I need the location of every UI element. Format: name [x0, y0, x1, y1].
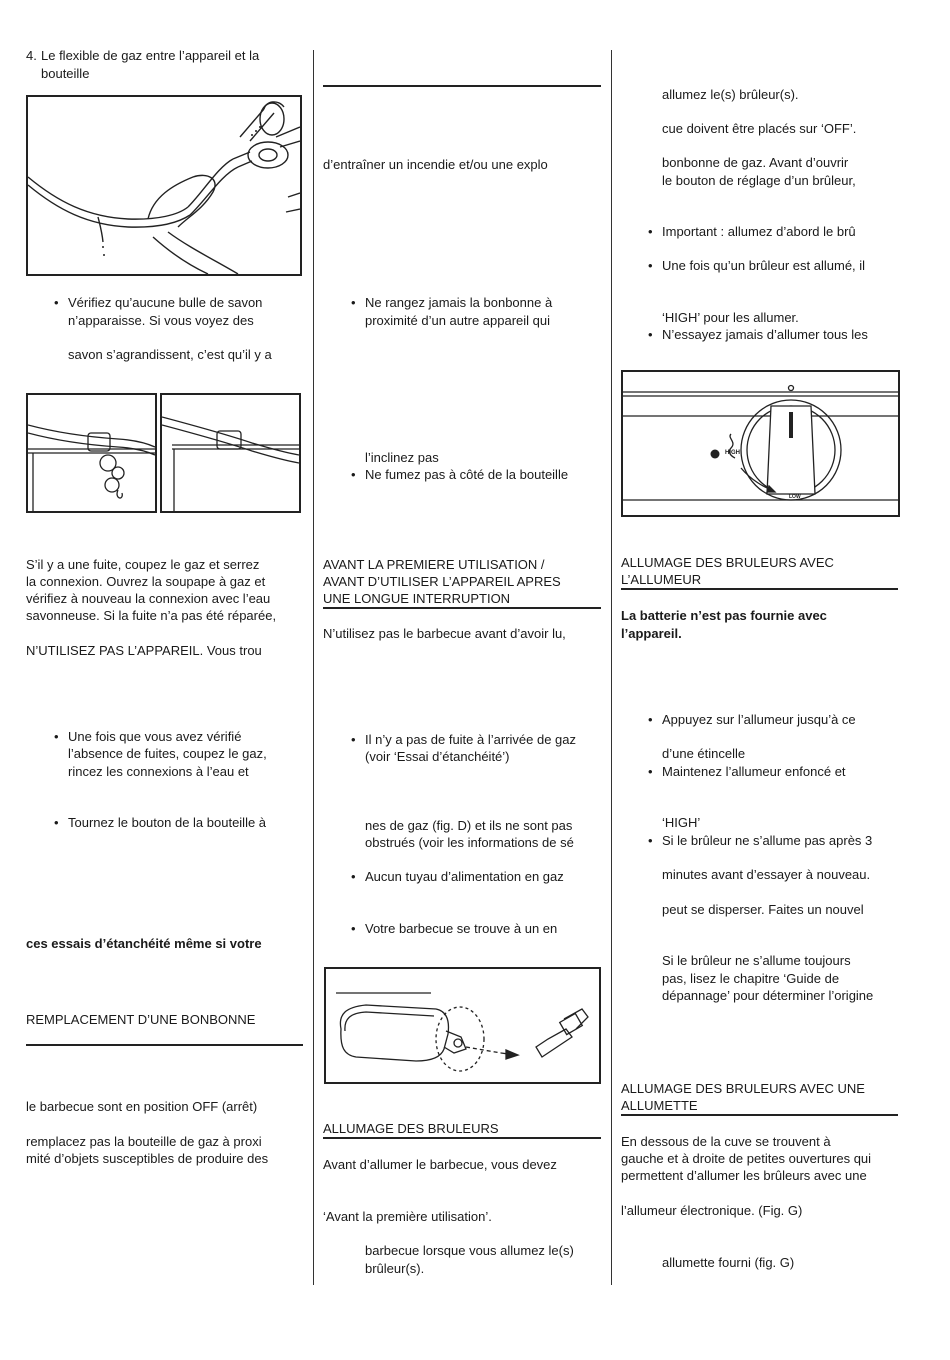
figure-control-knob — [621, 370, 900, 517]
paragraph-line: Avant d’allumer le barbecue, vous devez — [323, 1157, 557, 1172]
section-heading: ALLUMAGE DES BRULEURS AVEC UNE — [621, 1081, 865, 1096]
bullet-text: Aucun tuyau d’alimentation en gaz — [365, 869, 564, 884]
bullet-text: l’absence de fuites, coupez le gaz, — [68, 746, 267, 761]
bullet-text: nes de gaz (fig. D) et ils ne sont pas — [365, 818, 573, 833]
bold-notice: l’appareil. — [621, 626, 682, 641]
bullet-text: Tournez le bouton de la bouteille à — [68, 815, 267, 830]
paragraph-line: le bouton de réglage d’un brûleur, — [662, 173, 856, 188]
paragraph-line: l’allumeur électronique. (Fig. G) — [621, 1203, 803, 1218]
bullet-text: proximité d’un autre appareil qui — [365, 313, 550, 328]
paragraph-line: En dessous de la cuve se trouvent à — [621, 1134, 831, 1149]
bullet: • — [648, 833, 653, 848]
bullet: • — [351, 921, 356, 936]
knob-label-high: HIGH — [725, 450, 740, 456]
heading-rule — [26, 1044, 303, 1046]
section-heading: L’ALLUMEUR — [621, 572, 702, 587]
bullet: • — [351, 467, 356, 482]
list-number: 4. — [26, 48, 37, 63]
heading-rule — [323, 607, 601, 609]
bullet: • — [54, 815, 59, 830]
bullet-text: dépannage’ pour déterminer l’origine — [662, 988, 874, 1003]
control-knob-illustration — [623, 372, 898, 515]
bullet-text: Si le brûleur ne s’allume pas après 3 — [662, 833, 873, 848]
hose-spray-illustration — [28, 97, 300, 274]
paragraph-line: vérifiez à nouveau la connexion avec l’eau — [26, 591, 271, 606]
bullet-text: Appuyez sur l’allumeur jusqu’à ce — [662, 712, 856, 727]
paragraph-line: N’UTILISEZ PAS L’APPAREIL. Vous trou — [26, 643, 262, 658]
bold-notice: ces essais d’étanchéité même si votre — [26, 936, 262, 951]
item-text: Le flexible de gaz entre l’appareil et la — [41, 48, 260, 63]
section-heading: UNE LONGUE INTERRUPTION — [323, 591, 511, 606]
heading-rule — [323, 85, 601, 87]
paragraph-line: remplacez pas la bouteille de gaz à proxi — [26, 1134, 262, 1149]
bullet-text: Important : allumez d’abord le brû — [662, 224, 856, 239]
paragraph-line: N’utilisez pas le barbecue avant d’avoir lu, — [323, 626, 566, 641]
bullet-text: Vérifiez qu’aucune bulle de savon — [68, 295, 263, 310]
bullet: • — [351, 295, 356, 310]
bullet-text: Si le brûleur ne s’allume toujours — [662, 953, 851, 968]
bullet-text: Une fois que vous avez vérifié — [68, 729, 242, 744]
bullet-text: Ne rangez jamais la bonbonne à — [365, 295, 553, 310]
figure-bubble-check-left — [26, 393, 157, 513]
paragraph-line: cue doivent être placés sur ‘OFF’. — [662, 121, 857, 136]
paragraph-line: savonneuse. Si la fuite n’a pas été réparée, — [26, 608, 277, 623]
figure-bubble-check-right — [160, 393, 301, 513]
figure-hose-spray-test — [26, 95, 302, 276]
bullet-text: peut se disperser. Faites un nouvel — [662, 902, 864, 917]
bullet: • — [54, 295, 59, 310]
bullet-text: d’une étincelle — [662, 746, 746, 761]
paragraph-line: bonbonne de gaz. Avant d’ouvrir — [662, 155, 849, 170]
column-divider-right — [611, 50, 612, 1285]
bullet-text: N’essayez jamais d’allumer tous les — [662, 327, 868, 342]
bullet-text: savon s’agrandissent, c’est qu’il y a — [68, 347, 272, 362]
paragraph-line: permettent d’allumer les brûleurs avec une — [621, 1168, 867, 1183]
section-heading: ALLUMETTE — [621, 1098, 698, 1113]
paragraph-line: allumez le(s) brûleur(s). — [662, 87, 799, 102]
bullet-text: rincez les connexions à l’eau et — [68, 764, 249, 779]
item-text: bouteille — [41, 66, 90, 81]
section-heading: ALLUMAGE DES BRULEURS AVEC — [621, 555, 834, 570]
bullet-text: l’inclinez pas — [365, 450, 439, 465]
heading-rule — [621, 1114, 898, 1116]
bullet: • — [351, 732, 356, 747]
paragraph-line: barbecue lorsque vous allumez le(s) — [365, 1243, 574, 1258]
bullet-text: Une fois qu’un brûleur est allumé, il — [662, 258, 866, 273]
knob-label-low: LOW — [789, 494, 801, 500]
bubble-leak-illustration — [28, 395, 155, 511]
bullet-text: Maintenez l’allumeur enfoncé et — [662, 764, 846, 779]
section-heading: ALLUMAGE DES BRULEURS — [323, 1121, 499, 1136]
bullet-text: minutes avant d’essayer à nouveau. — [662, 867, 871, 882]
heading-rule — [323, 1137, 601, 1139]
bullet-text: pas, lisez le chapitre ‘Guide de — [662, 971, 840, 986]
bullet-text: Votre barbecue se trouve à un en — [365, 921, 558, 936]
paragraph-line: d’entraîner un incendie et/ou une explo — [323, 157, 548, 172]
column-divider-left — [313, 50, 314, 1285]
heading-rule — [621, 588, 898, 590]
paragraph-line: gauche et à droite de petites ouvertures qui — [621, 1151, 872, 1166]
bullet-text: obstrués (voir les informations de sé — [365, 835, 574, 850]
bullet-text: n’apparaisse. Si vous voyez des — [68, 313, 254, 328]
section-heading: AVANT LA PREMIERE UTILISATION / — [323, 557, 545, 572]
hose-connection-illustration — [162, 395, 299, 511]
paragraph-line: brûleur(s). — [365, 1261, 425, 1276]
bullet-text: ‘HIGH’ pour les allumer. — [662, 310, 799, 325]
figure-venturi-tube — [324, 967, 601, 1084]
venturi-tube-illustration — [326, 969, 599, 1082]
bullet-text: Il n’y a pas de fuite à l’arrivée de gaz — [365, 732, 577, 747]
paragraph-line: allumette fourni (fig. G) — [662, 1255, 795, 1270]
paragraph-line: le barbecue sont en position OFF (arrêt) — [26, 1099, 258, 1114]
bullet: • — [648, 224, 653, 239]
section-heading: REMPLACEMENT D’UNE BONBONNE — [26, 1012, 256, 1027]
bullet-text: ‘HIGH’ — [662, 815, 701, 830]
bullet: • — [648, 258, 653, 273]
paragraph-line: S’il y a une fuite, coupez le gaz et serrez — [26, 557, 260, 572]
bullet: • — [54, 729, 59, 744]
bold-notice: La batterie n’est pas fournie avec — [621, 608, 827, 623]
section-heading: AVANT D’UTILISER L’APPAREIL APRES — [323, 574, 561, 589]
bullet: • — [648, 764, 653, 779]
paragraph-line: mité d’objets susceptibles de produire des — [26, 1151, 269, 1166]
bullet-text: (voir ‘Essai d’étanchéité’) — [365, 749, 510, 764]
bullet: • — [648, 327, 653, 342]
paragraph-line: ‘Avant la première utilisation’. — [323, 1209, 492, 1224]
bullet: • — [648, 712, 653, 727]
paragraph-line: la connexion. Ouvrez la soupape à gaz et — [26, 574, 266, 589]
bullet-text: Ne fumez pas à côté de la bouteille — [365, 467, 569, 482]
bullet: • — [351, 869, 356, 884]
